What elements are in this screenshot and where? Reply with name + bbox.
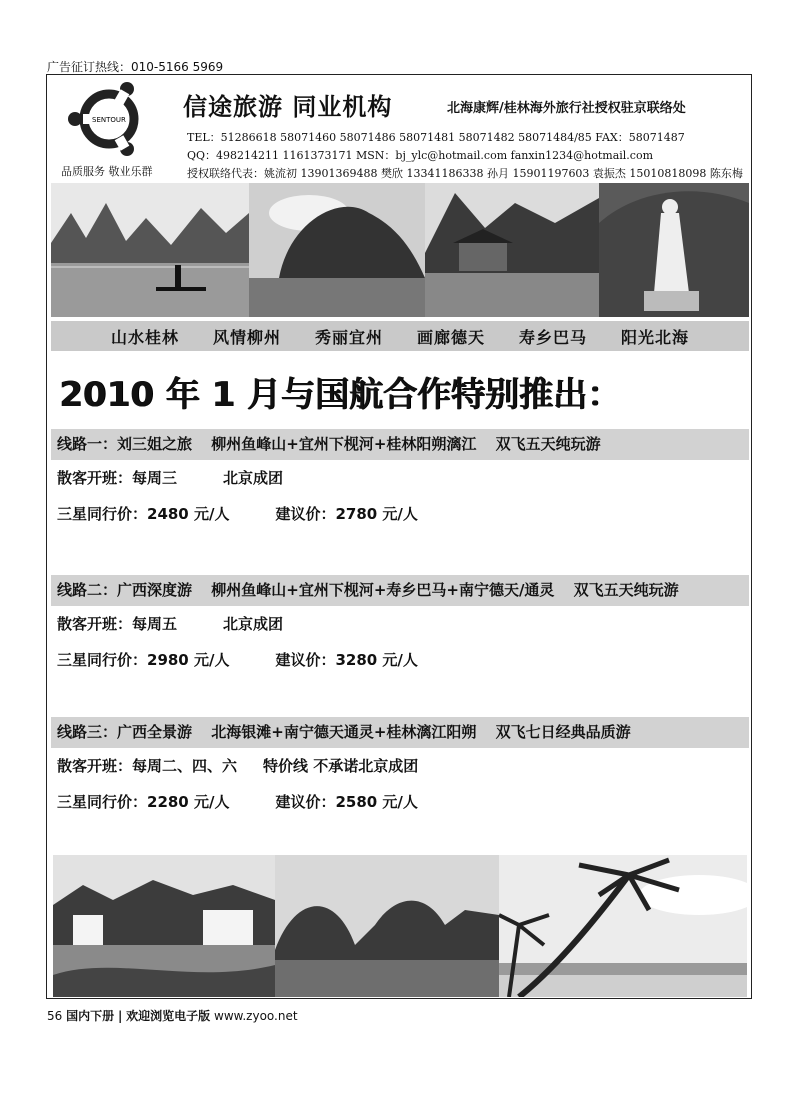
city-item: 阳光北海	[621, 327, 690, 347]
page-number: 56	[47, 1009, 63, 1023]
city-item: 山水桂林	[110, 327, 179, 347]
peer-price: 三星同行价：2280 元/人	[57, 793, 230, 811]
suggested-price: 建议价：3280 元/人	[275, 651, 418, 669]
route-path: 北海银滩+南宁德天通灵+桂林漓江阳朔	[211, 723, 477, 741]
price-line	[57, 791, 418, 812]
suggested-price: 建议价：2780 元/人	[275, 505, 418, 523]
route-title-bar	[51, 429, 749, 460]
price-line	[57, 503, 418, 524]
photo-liu-sanjie-statue	[599, 183, 749, 317]
photo-beihai-palm-beach	[499, 855, 747, 997]
promo-headline: 2010 年 1 月与国航合作特别推出：	[59, 375, 621, 415]
city-banner	[51, 321, 749, 351]
bottom-photo-strip	[53, 855, 747, 997]
page-footer	[47, 1007, 298, 1024]
ad-frame	[46, 74, 752, 999]
schedule-line	[57, 755, 418, 776]
city-item: 寿乡巴马	[519, 327, 588, 347]
photo-detian-waterfall	[53, 855, 275, 997]
brand-name: 信途旅游 同业机构	[183, 92, 393, 121]
tel-fax-line: TEL：51286618 58071460 58071486 58071481 58071482 58071484/85 FAX：58071487	[187, 131, 685, 144]
representatives-line: 授权联络代表：姚流初 13901369488 樊欣 13341186338 孙月 15901197603 袁振杰 15010818098 陈东梅	[187, 167, 743, 180]
route-title-bar	[51, 717, 749, 748]
route-name: 线路一：刘三姐之旅	[57, 435, 193, 453]
schedule-label: 散客开班：每周五	[57, 615, 178, 633]
schedule-note: 北京成团	[223, 469, 284, 487]
route-tag: 双飞七日经典品质游	[495, 723, 631, 741]
peer-price: 三星同行价：2480 元/人	[57, 505, 230, 523]
route-name: 线路三：广西全景游	[57, 723, 193, 741]
qq-msn-line: QQ：498214211 1161373171 MSN：bj_ylc@hotmail.com fanxin1234@hotmail.com	[187, 149, 654, 162]
photo-guilin-karst-fisherman	[51, 183, 249, 317]
agency-name: 北海康辉/桂林海外旅行社授权驻京联络处	[447, 101, 686, 116]
peer-price: 三星同行价：2980 元/人	[57, 651, 230, 669]
schedule-line	[57, 613, 283, 634]
ad-hotline: 广告征订热线：010-5166 5969	[47, 60, 224, 74]
price-line	[57, 649, 418, 670]
footer-url: www.zyoo.net	[214, 1009, 298, 1023]
top-photo-strip	[51, 183, 749, 317]
slogan: 品质服务 敬业乐群	[61, 165, 153, 178]
city-item: 画廊德天	[417, 327, 486, 347]
route-path: 柳州鱼峰山+宜州下枧河+桂林阳朔漓江	[211, 435, 477, 453]
schedule-label: 散客开班：每周二、四、六	[57, 757, 238, 775]
photo-liuzhou-hill-lake	[249, 183, 425, 317]
route-path: 柳州鱼峰山+宜州下枧河+寿乡巴马+南宁德天/通灵	[211, 581, 555, 599]
footer-promo: 欢迎浏览电子版	[126, 1009, 211, 1023]
photo-lijiang-river	[275, 855, 499, 997]
city-item: 风情柳州	[212, 327, 281, 347]
sentour-logo	[65, 81, 153, 161]
agency-header	[47, 75, 751, 183]
route-tag: 双飞五天纯玩游	[573, 581, 679, 599]
logo-text: SENTOUR	[92, 116, 126, 124]
schedule-line	[57, 467, 283, 488]
route-name: 线路二：广西深度游	[57, 581, 193, 599]
route-tag: 双飞五天纯玩游	[495, 435, 601, 453]
suggested-price: 建议价：2580 元/人	[275, 793, 418, 811]
route-title-bar	[51, 575, 749, 606]
schedule-note: 北京成团	[223, 615, 284, 633]
photo-pavilion-mountain	[425, 183, 599, 317]
footer-separator: |	[117, 1009, 123, 1023]
section-name: 国内下册	[66, 1009, 115, 1023]
city-item: 秀丽宜州	[314, 327, 383, 347]
schedule-label: 散客开班：每周三	[57, 469, 178, 487]
schedule-note: 特价线 不承诺北京成团	[263, 757, 419, 775]
